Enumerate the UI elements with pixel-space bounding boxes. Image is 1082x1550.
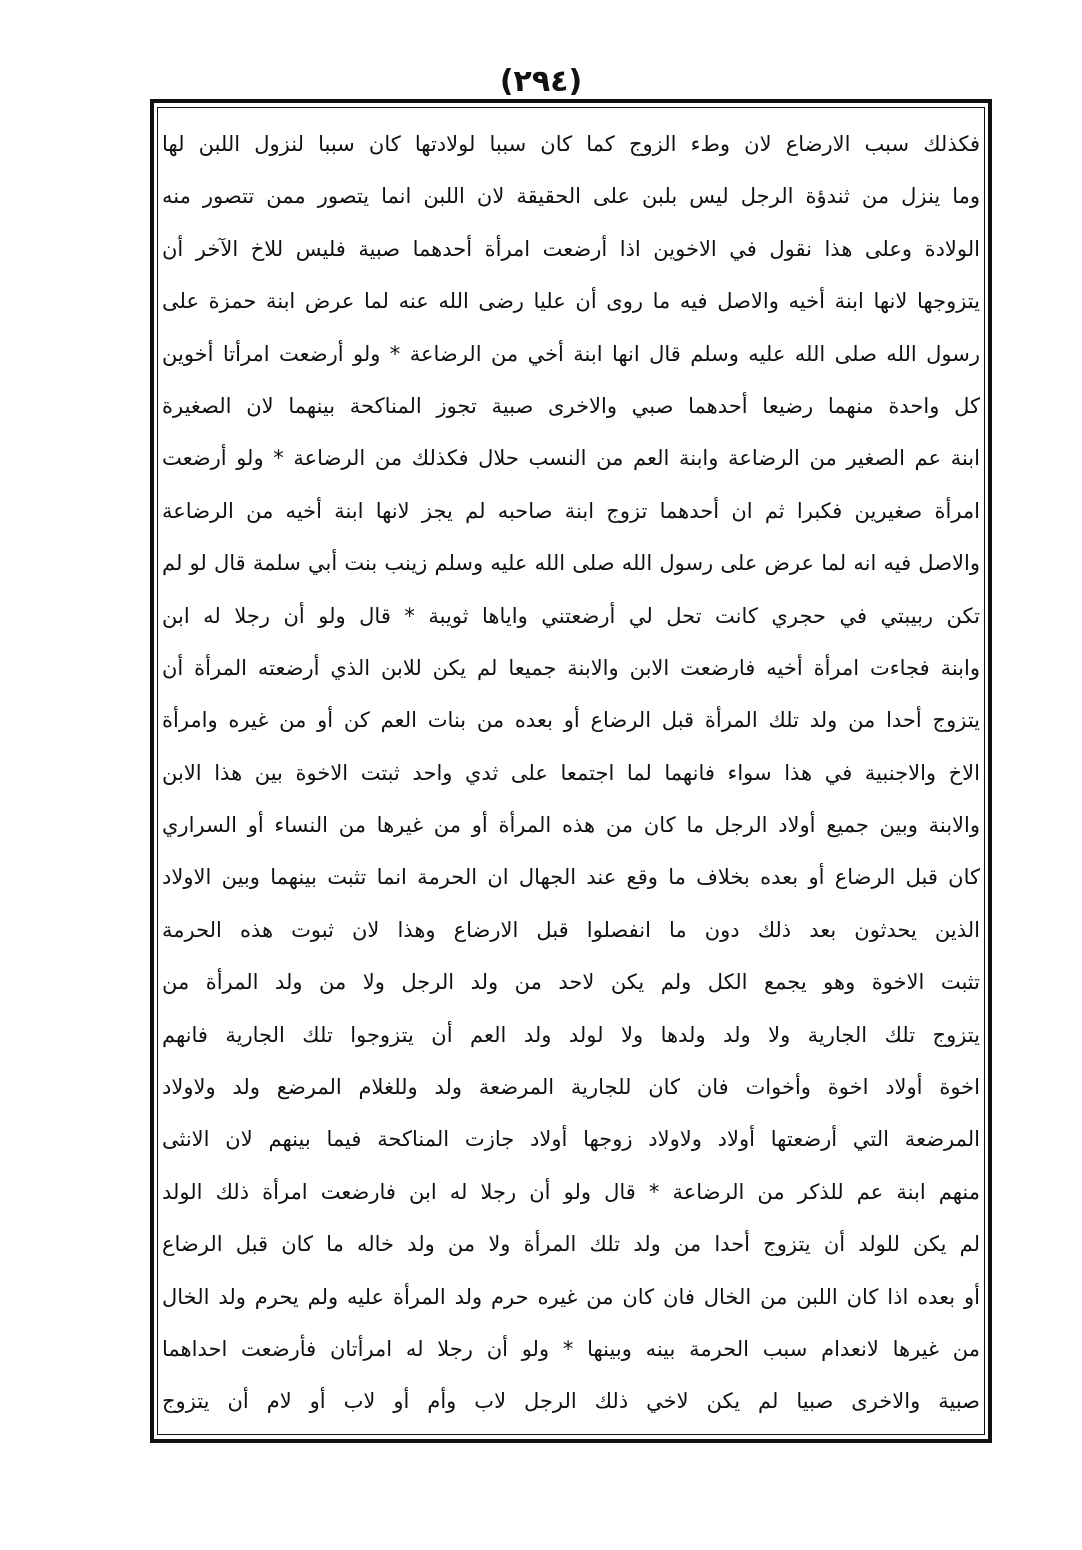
text-line: كل واحدة منهما رضيعا أحدهما صبي والاخرى صبية تجوز المناكحة بينهما لان الصغيرة	[162, 393, 980, 418]
text-line: كان قبل الرضاع أو بعده بخلاف ما وقع عند الجهال ان الحرمة انما تثبت بينهما وبين الاولاد	[162, 865, 980, 890]
text-line: تثبت الاخوة وهو يجمع الكل ولم يكن لاحد من ولد الرجل ولا من ولد المرأة من	[162, 970, 980, 995]
text-line: صبية والاخرى صبيا لم يكن لاخي ذلك الرجل لاب وأم أو لاب أو لام أن يتزوج	[162, 1389, 980, 1414]
text-line: وما ينزل من ثندؤة الرجل ليس بلبن على الحقيقة لان اللبن انما يتصور ممن تتصور منه	[162, 184, 980, 209]
text-line: تكن ربيبتي في حجري كانت تحل لي أرضعتني واياها ثويبة * قال ولو أن رجلا له ابن	[162, 603, 980, 628]
text-line: أو بعده اذا كان اللبن من الخال فان كان من غيره حرم ولد المرأة عليه ولم يحرم ولد الخال	[162, 1284, 980, 1309]
text-line: الاخ والاجنبية في هذا سواء فانهما لما اجتمعا على ثدي واحد ثبتت الاخوة بين هذا الابن	[162, 760, 980, 785]
text-line: امرأة صغيرين فكبرا ثم ان أحدهما تزوج ابنة صاحبه لم يجز لانها ابنة أخيه من الرضاعة	[162, 498, 980, 523]
text-line: والابنة وبين جميع أولاد الرجل ما كان من هذه المرأة أو من غيرها من النساء أو السراري	[162, 813, 980, 838]
text-line: والاصل فيه انه لما عرض على رسول الله صلى الله عليه وسلم زينب بنت أبي سلمة قال لو لم	[162, 551, 980, 576]
text-line: رسول الله صلى الله عليه وسلم قال انها ابنة أخي من الرضاعة * ولو أرضعت امرأتا أخوين	[162, 341, 980, 366]
text-line: فكذلك سبب الارضاع لان وطء الزوج كما كان سببا لولادتها كان سببا لنزول اللبن لها	[162, 132, 980, 156]
text-line: يتزوجها لانها ابنة أخيه والاصل فيه ما روى أن عليا رضى الله عنه لما عرض ابنة حمزة على	[162, 289, 980, 314]
text-line: المرضعة التي أرضعتها أولاد ولاولاد زوجها أولاد جازت المناكحة فيما بينهم لان الانثى	[162, 1127, 980, 1152]
text-line: من غيرها لانعدام سبب الحرمة بينه وبينها * ولو أن رجلا له امرأتان فأرضعت احداهما	[162, 1336, 980, 1361]
text-line: الولادة وعلى هذا نقول في الاخوين اذا أرضعت امرأة أحدهما صبية فليس للاخ الآخر أن	[162, 236, 980, 261]
text-body	[162, 118, 980, 1428]
text-line: اخوة أولاد اخوة وأخوات فان كان للجارية المرضعة ولد وللغلام المرضع ولد ولاولاد	[162, 1075, 980, 1100]
text-line: وابنة فجاءت امرأة أخيه فارضعت الابن والابنة جميعا لم يكن للابن الذي أرضعته المرأة أن	[162, 655, 980, 680]
text-line: يتزوج أحدا من ولد تلك المرأة قبل الرضاع أو بعده من بنات العم كن أو من غيره وامرأة	[162, 708, 980, 733]
page-number: (٢٩٤)	[499, 64, 583, 99]
text-line: يتزوج تلك الجارية ولا ولد ولدها ولا لولد ولد العم أن يتزوجوا تلك الجارية فانهم	[162, 1022, 980, 1047]
text-line: الذين يحدثون بعد ذلك دون ما انفصلوا قبل الارضاع وهذا لان ثبوت هذه الحرمة	[162, 917, 980, 942]
text-line: لم يكن للولد أن يتزوج أحدا من ولد تلك المرأة ولا من ولد خاله ما كان قبل الرضاع	[162, 1232, 980, 1257]
text-line: ابنة عم الصغير من الرضاعة وابنة العم من النسب حلال فكذلك من الرضاعة * ولو أرضعت	[162, 446, 980, 471]
text-line: منهم ابنة عم للذكر من الرضاعة * قال ولو أن رجلا له ابن فارضعت امرأة ذلك الولد	[162, 1179, 980, 1204]
